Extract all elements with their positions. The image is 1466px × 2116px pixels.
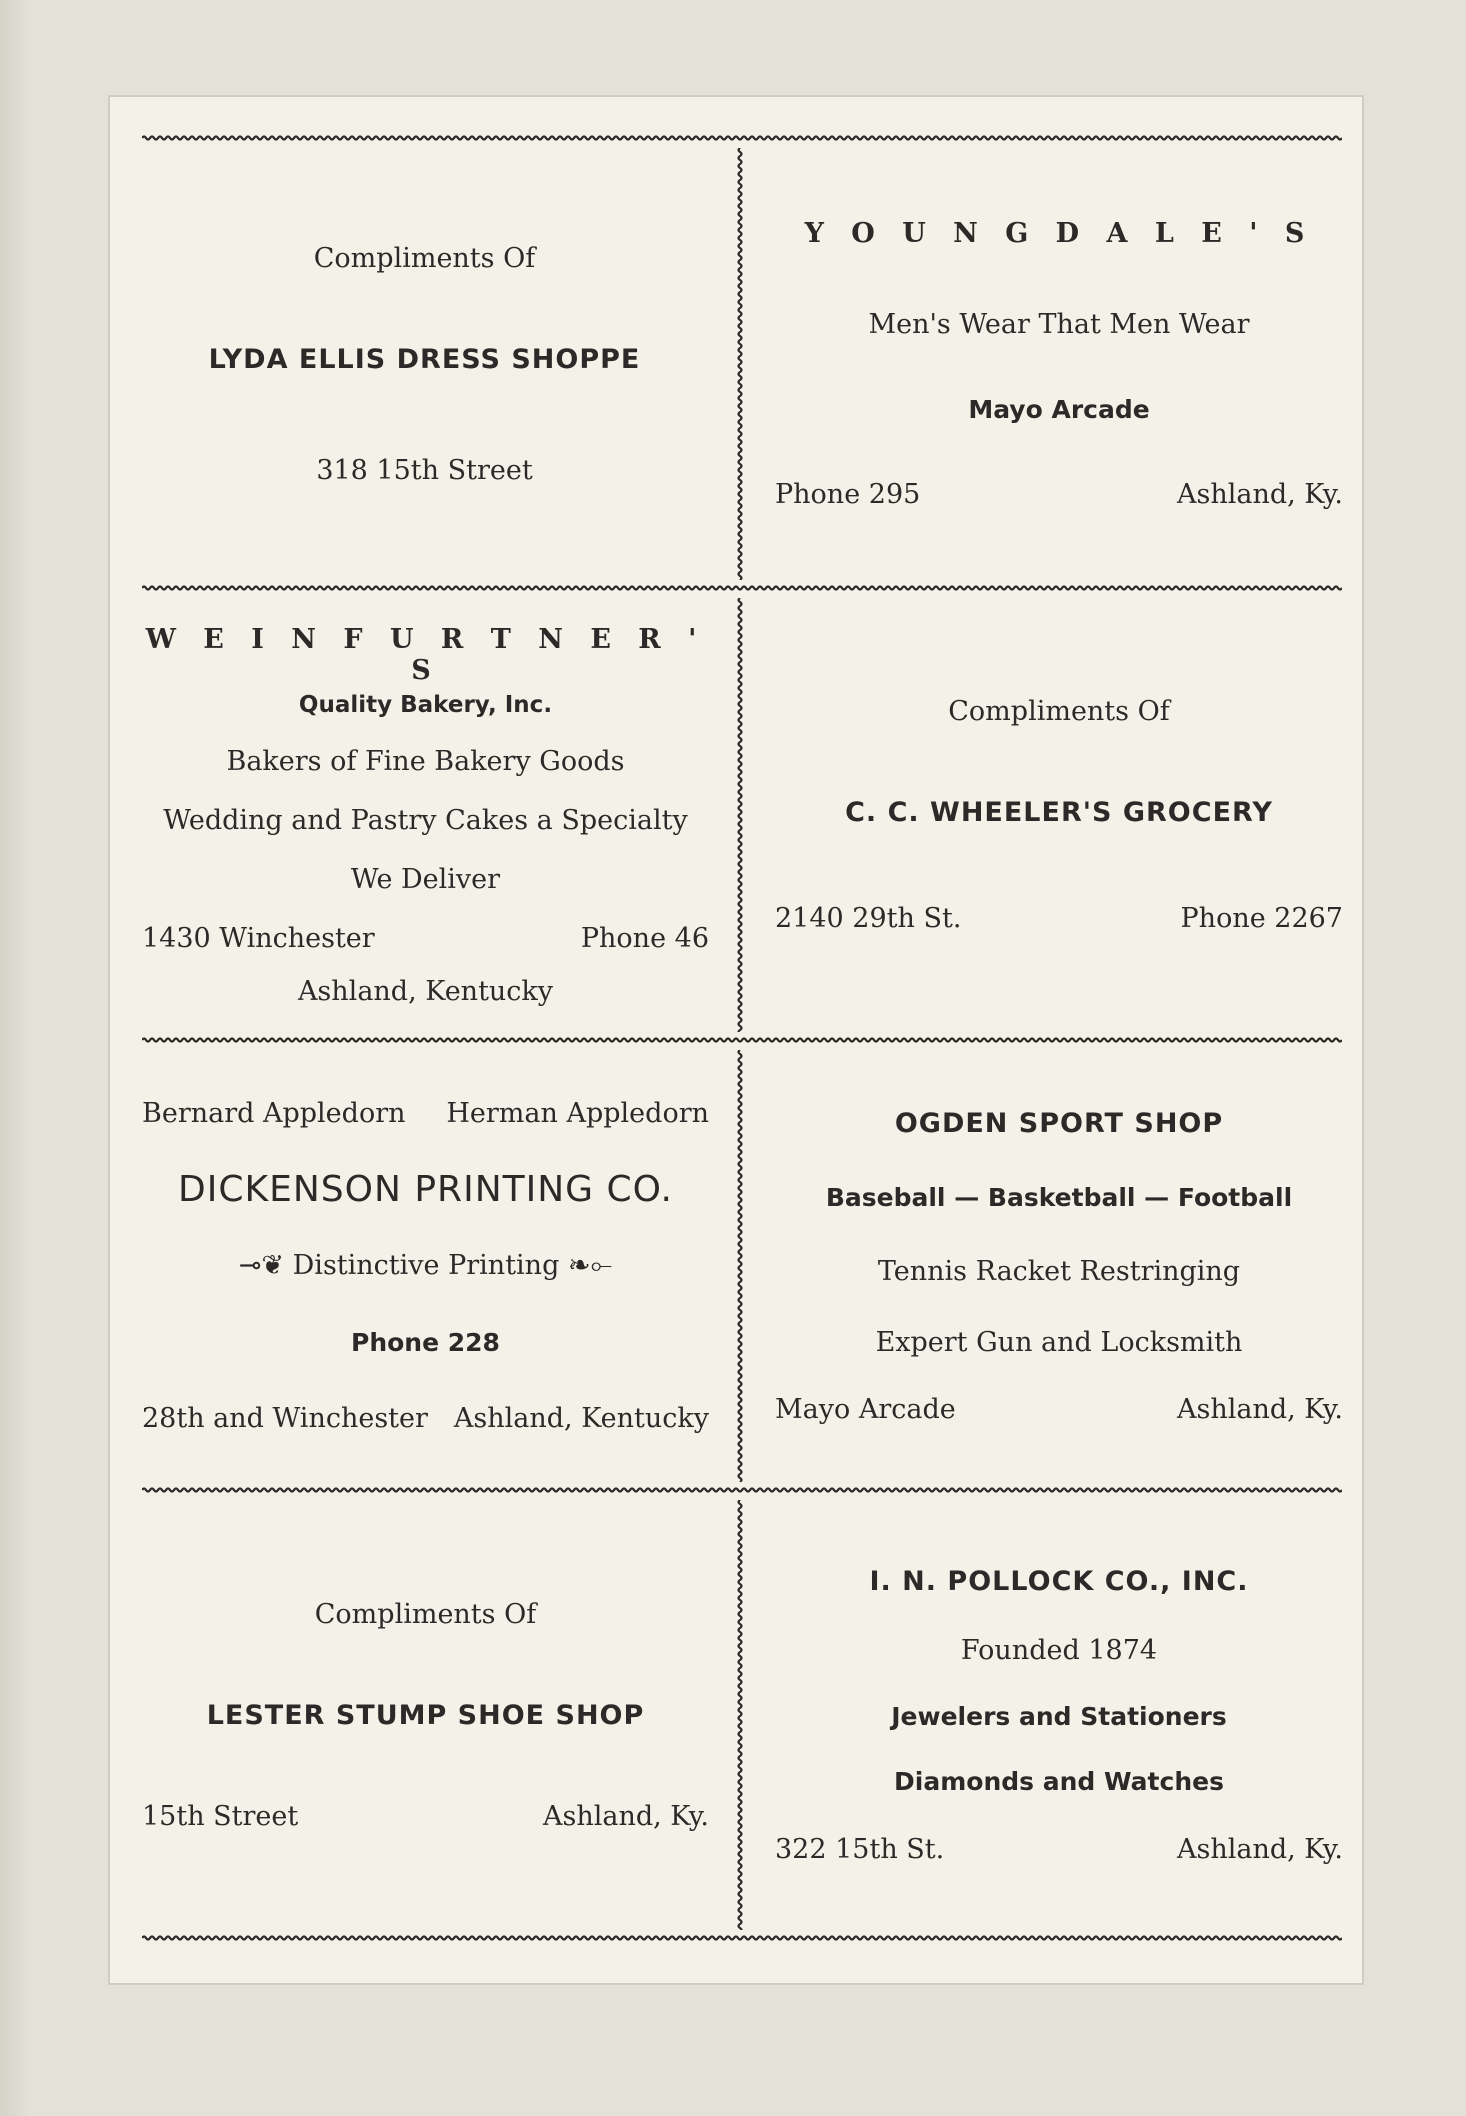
ornament-right-icon: ❧⟜ bbox=[559, 1250, 613, 1281]
shop-tagline: Men's Wear That Men Wear bbox=[868, 309, 1250, 340]
shop-line-2: Diamonds and Watches bbox=[894, 1766, 1224, 1796]
shop-city: Ashland, Ky. bbox=[1176, 1393, 1343, 1425]
shop-address: 2140 29th St. bbox=[775, 903, 962, 934]
shop-sports: Baseball — Basketball — Football bbox=[825, 1182, 1293, 1212]
shop-line-1: Jewelers and Stationers bbox=[891, 1701, 1227, 1731]
shop-address: 322 15th St. bbox=[775, 1833, 945, 1865]
bakery-line-2: Wedding and Pastry Cakes a Specialty bbox=[163, 804, 688, 836]
contact-row bbox=[775, 1394, 1343, 1425]
wavy-divider-row4 bbox=[735, 1500, 745, 1930]
service-line-2: Expert Gun and Locksmith bbox=[875, 1326, 1243, 1358]
owners-row bbox=[142, 1098, 709, 1129]
shop-tagline: Distinctive Printing bbox=[292, 1250, 560, 1281]
shop-name: OGDEN SPORT SHOP bbox=[894, 1107, 1224, 1139]
shop-phone: Phone 2267 bbox=[1180, 903, 1343, 934]
shop-address: 15th Street bbox=[142, 1800, 299, 1832]
shop-address: 1430 Winchester bbox=[142, 922, 375, 954]
contact-row bbox=[142, 1403, 709, 1434]
bakery-line-3: We Deliver bbox=[350, 863, 501, 895]
contact-row bbox=[142, 923, 709, 954]
shop-name: DICKENSON PRINTING CO. bbox=[178, 1169, 673, 1210]
shop-city: Ashland, Kentucky bbox=[297, 975, 554, 1007]
wavy-rule-row1 bbox=[142, 582, 1342, 594]
service-line-1: Tennis Racket Restringing bbox=[877, 1255, 1241, 1287]
shop-name: Y O U N G D A L E ' S bbox=[804, 218, 1314, 249]
shop-name: W E I N F U R T N E R ' S bbox=[145, 623, 706, 686]
ad-weinfurtners bbox=[142, 598, 709, 1032]
shop-city: Ashland, Ky. bbox=[1176, 479, 1343, 510]
ad-ogden-sport-shop bbox=[775, 1050, 1343, 1482]
shop-city: Ashland, Ky. bbox=[542, 1800, 709, 1832]
owner-2: Herman Appledorn bbox=[446, 1098, 709, 1129]
shop-tagline-row bbox=[239, 1250, 612, 1282]
page-edge-shadow bbox=[0, 0, 30, 2116]
compliments-text: Compliments Of bbox=[314, 1598, 537, 1630]
wavy-divider-row3 bbox=[735, 1050, 745, 1482]
wavy-divider-row2 bbox=[735, 598, 745, 1032]
shop-phone: Phone 295 bbox=[775, 479, 921, 510]
ad-dickenson-printing bbox=[142, 1050, 709, 1482]
ad-lester-stump-shoe-shop bbox=[142, 1500, 709, 1930]
shop-name: C. C. WHEELER'S GROCERY bbox=[845, 797, 1273, 828]
shop-location: Mayo Arcade bbox=[775, 1393, 956, 1425]
shop-name: I. N. POLLOCK CO., INC. bbox=[869, 1565, 1249, 1597]
wavy-rule-bottom bbox=[142, 1932, 1342, 1944]
shop-phone: Phone 228 bbox=[351, 1328, 500, 1357]
wavy-rule-row3 bbox=[142, 1484, 1342, 1496]
ad-lyda-ellis bbox=[142, 148, 707, 580]
contact-row bbox=[775, 1834, 1343, 1865]
shop-founded: Founded 1874 bbox=[960, 1634, 1158, 1666]
ad-youngdales bbox=[775, 148, 1343, 580]
ornament-left-icon: ⊸❦ bbox=[238, 1250, 293, 1281]
contact-row bbox=[142, 1801, 709, 1832]
contact-row bbox=[775, 479, 1343, 510]
shop-location: Mayo Arcade bbox=[968, 395, 1150, 424]
owner-1: Bernard Appledorn bbox=[142, 1098, 406, 1129]
compliments-text: Compliments Of bbox=[948, 696, 1170, 727]
contact-row bbox=[775, 903, 1343, 934]
wavy-divider-row1 bbox=[735, 148, 745, 580]
shop-name: LYDA ELLIS DRESS SHOPPE bbox=[208, 343, 641, 375]
wavy-rule-row2 bbox=[142, 1034, 1342, 1046]
wavy-rule-top bbox=[142, 132, 1342, 144]
shop-address: 28th and Winchester bbox=[142, 1403, 428, 1434]
shop-name: LESTER STUMP SHOE SHOP bbox=[206, 1699, 645, 1731]
ad-pollock-co bbox=[775, 1500, 1343, 1930]
shop-subname: Quality Bakery, Inc. bbox=[298, 691, 553, 718]
shop-phone: Phone 46 bbox=[580, 922, 709, 954]
shop-address: 318 15th Street bbox=[316, 454, 533, 486]
shop-city: Ashland, Kentucky bbox=[453, 1403, 709, 1434]
ad-wheelers-grocery bbox=[775, 598, 1343, 1032]
shop-city: Ashland, Ky. bbox=[1176, 1833, 1343, 1865]
bakery-line-1: Bakers of Fine Bakery Goods bbox=[226, 745, 625, 777]
compliments-text: Compliments Of bbox=[313, 242, 536, 274]
